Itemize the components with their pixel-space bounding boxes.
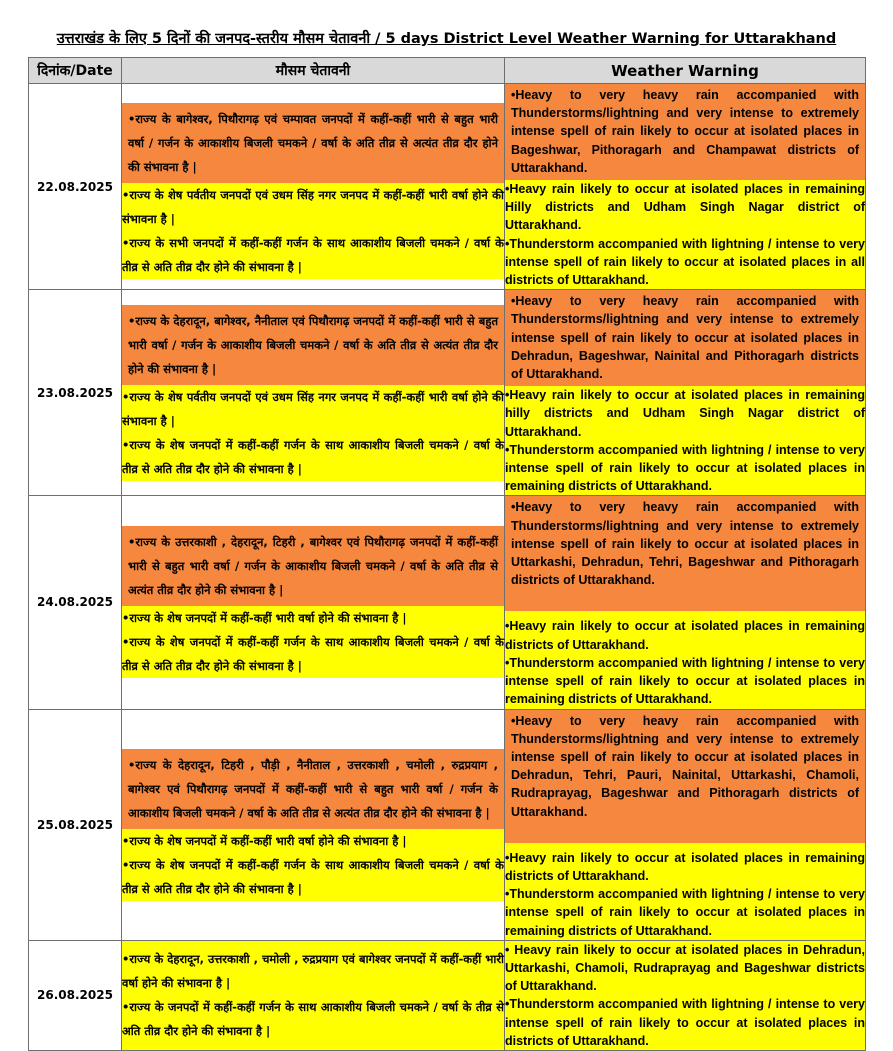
table-row [29, 709, 866, 940]
hindi-warning-thunderstorm: •राज्य के शेष जनपदों में कहीं-कहीं गर्जन के साथ आकाशीय बिजली चमकने / वर्षा के तीव्र से अति तीव्र दौर होने की संभावना है | [122, 433, 504, 481]
english-warning-heavy: •Heavy to very heavy rain accompanied with Thunderstorms/lightning and very intense to extremely intense spell of rain likely to occur at isolated places in Dehradun, Bageshwar, Nainital and Pithoragarh districts of Uttarakhand. [505, 290, 865, 386]
english-warning-cell [505, 709, 866, 940]
hindi-warning-cell [122, 709, 505, 940]
english-warning-thunderstorm: •Thunderstorm accompanied with lightning / intense to very intense spell of rain likely to occur at isolated places in remaining districts of Uttarakhand. [505, 441, 865, 496]
english-warning-heavy: •Heavy to very heavy rain accompanied with Thunderstorms/lightning and very intense to extremely intense spell of rain likely to occur at isolated places in Uttarkashi, Dehradun, Tehri, Bageshwar and Pithoragarh districts of Uttarakhand. [505, 496, 865, 611]
hindi-warning-moderate: •राज्य के शेष जनपदों में कहीं-कहीं भारी वर्षा होने की संभावना है | [122, 829, 504, 853]
hindi-warning-thunderstorm: •राज्य के सभी जनपदों में कहीं-कहीं गर्जन के साथ आकाशीय बिजली चमकने / वर्षा के तीव्र से अति तीव्र दौर होने की संभावना है | [122, 231, 504, 279]
date-cell: 24.08.2025 [29, 496, 122, 709]
hindi-warning-moderate: •राज्य के शेष जनपदों में कहीं-कहीं भारी वर्षा होने की संभावना है | [122, 606, 504, 630]
english-warning-cell [505, 940, 866, 1050]
hindi-warning-heavy: •राज्य के देहरादून, टिहरी , पौड़ी , नैनीताल , उत्तरकाशी , चमोली , रुद्रप्रयाग , बागेश्वर एवं पिथौरागढ़ जनपदों में कहीं-कहीं भारी से बहुत भारी वर्षा / गर्जन के आकाशीय बिजली चमकने / वर्षा के अति तीव्र से अत्यंत तीव्र दौर होने की संभावना है | [122, 749, 504, 829]
english-warning-cell [505, 84, 866, 290]
english-warning-thunderstorm: •Thunderstorm accompanied with lightning / intense to very intense spell of rain likely to occur at isolated places in all districts of Uttarakhand. [505, 235, 865, 290]
warning-table [28, 57, 866, 1051]
hindi-warning-thunderstorm: •राज्य के शेष जनपदों में कहीं-कहीं गर्जन के साथ आकाशीय बिजली चमकने / वर्षा के तीव्र से अति तीव्र दौर होने की संभावना है | [122, 853, 504, 901]
hindi-warning-heavy: •राज्य के देहरादून, बागेश्वर, नैनीताल एवं पिथौरागढ़ जनपदों में कहीं-कहीं भारी से बहुत भारी वर्षा / गर्जन के आकाशीय बिजली चमकने / वर्षा के अति तीव्र से अत्यंत तीव्र दौर होने की संभावना है | [122, 305, 504, 385]
english-warning-thunderstorm: •Thunderstorm accompanied with lightning / intense to very intense spell of rain likely to occur at isolated places in districts of Uttarakhand. [505, 997, 865, 1048]
english-warning-cell [505, 496, 866, 709]
english-warning-moderate: • Heavy rain likely to occur at isolated places in Dehradun, Uttarkashi, Chamoli, Rudraprayag and Bageshwar districts of Uttarakhand. [505, 942, 865, 994]
hindi-warning-cell [122, 290, 505, 496]
english-warning-heavy: •Heavy to very heavy rain accompanied with Thunderstorms/lightning and very intense to extremely intense spell of rain likely to occur at isolated places in Bageshwar, Pithoragarh and Champawat districts of Uttarakhand. [505, 84, 865, 180]
hindi-warning-heavy: •राज्य के उत्तरकाशी , देहरादून, टिहरी , बागेश्वर एवं पिथौरागढ़ जनपदों में कहीं-कहीं भारी से बहुत भारी वर्षा / गर्जन के आकाशीय बिजली चमकने / वर्षा के अति तीव्र से अत्यंत तीव्र दौर होने की संभावना है | [122, 526, 504, 606]
hindi-warning-thunderstorm: •राज्य के शेष जनपदों में कहीं-कहीं गर्जन के साथ आकाशीय बिजली चमकने / वर्षा के तीव्र से अति तीव्र दौर होने की संभावना है | [122, 630, 504, 678]
english-warning-cell [505, 290, 866, 496]
english-warning-moderate: •Heavy rain likely to occur at isolated places in remaining districts of Uttarakhand. [505, 843, 865, 885]
date-cell: 25.08.2025 [29, 709, 122, 940]
date-cell: 22.08.2025 [29, 84, 122, 290]
english-warning-moderate: •Heavy rain likely to occur at isolated places in remaining districts of Uttarakhand. [505, 611, 865, 653]
hindi-column-header: मौसम चेतावनी [122, 58, 505, 84]
page-title: उत्तराखंड के लिए 5 दिनों की जनपद-स्तरीय मौसम चेतावनी / 5 days District Level Weather Warning for Uttarakhand [56, 31, 837, 47]
hindi-warning-cell [122, 496, 505, 709]
english-warning-moderate: •Heavy rain likely to occur at isolated places in remaining hilly districts and Udham Singh Nagar district of Uttarakhand. [505, 386, 865, 441]
english-warning-heavy: •Heavy to very heavy rain accompanied with Thunderstorms/lightning and very intense to extremely intense spell of rain likely to occur at isolated places in Dehradun, Tehri, Pauri, Nainital, Uttarkashi, Chamoli, Rudraprayag, Bageshwar and Pithoragarh districts of Uttarakhand. [505, 710, 865, 843]
english-warning-thunderstorm: •Thunderstorm accompanied with lightning / intense to very intense spell of rain likely to occur at isolated places in remaining districts of Uttarakhand. [505, 654, 865, 709]
english-warning-moderate: •Heavy rain likely to occur at isolated places in remaining Hilly districts and Udham Singh Nagar district of Uttarakhand. [505, 180, 865, 235]
hindi-warning-heavy: •राज्य के बागेश्वर, पिथौरागढ़ एवं चम्पावत जनपदों में कहीं-कहीं भारी से बहुत भारी वर्षा / गर्जन के आकाशीय बिजली चमकने / वर्षा के अति तीव्र से अत्यंत तीव्र दौर होने की संभावना है | [122, 103, 504, 183]
english-warning-thunderstorm: •Thunderstorm accompanied with lightning / intense to very intense spell of rain likely to occur at isolated places in remaining districts of Uttarakhand. [505, 885, 865, 940]
hindi-warning-moderate: •राज्य के शेष पर्वतीय जनपदों एवं उधम सिंह नगर जनपद में कहीं-कहीं भारी वर्षा होने की संभावना है | [122, 385, 504, 433]
date-cell: 26.08.2025 [29, 940, 122, 1050]
table-row [29, 290, 866, 496]
hindi-warning-cell [122, 940, 505, 1050]
hindi-warning-cell [122, 84, 505, 290]
table-header-row [29, 58, 866, 84]
table-row [29, 496, 866, 709]
english-column-header: Weather Warning [505, 58, 866, 84]
date-column-header: दिनांक/Date [29, 58, 122, 84]
date-cell: 23.08.2025 [29, 290, 122, 496]
table-row [29, 84, 866, 290]
hindi-warning-moderate: •राज्य के देहरादून, उत्तरकाशी , चमोली , रुद्रप्रयाग एवं बागेश्वर जनपदों में कहीं-कहीं भारी वर्षा होने की संभावना है | [122, 952, 504, 991]
hindi-warning-thunderstorm: •राज्य के जनपदों में कहीं-कहीं गर्जन के साथ आकाशीय बिजली चमकने / वर्षा के तीव्र से अति तीव्र दौर होने की संभावना है | [122, 1000, 504, 1039]
table-row [29, 940, 866, 1050]
hindi-warning-moderate: •राज्य के शेष पर्वतीय जनपदों एवं उधम सिंह नगर जनपद में कहीं-कहीं भारी वर्षा होने की संभावना है | [122, 183, 504, 231]
